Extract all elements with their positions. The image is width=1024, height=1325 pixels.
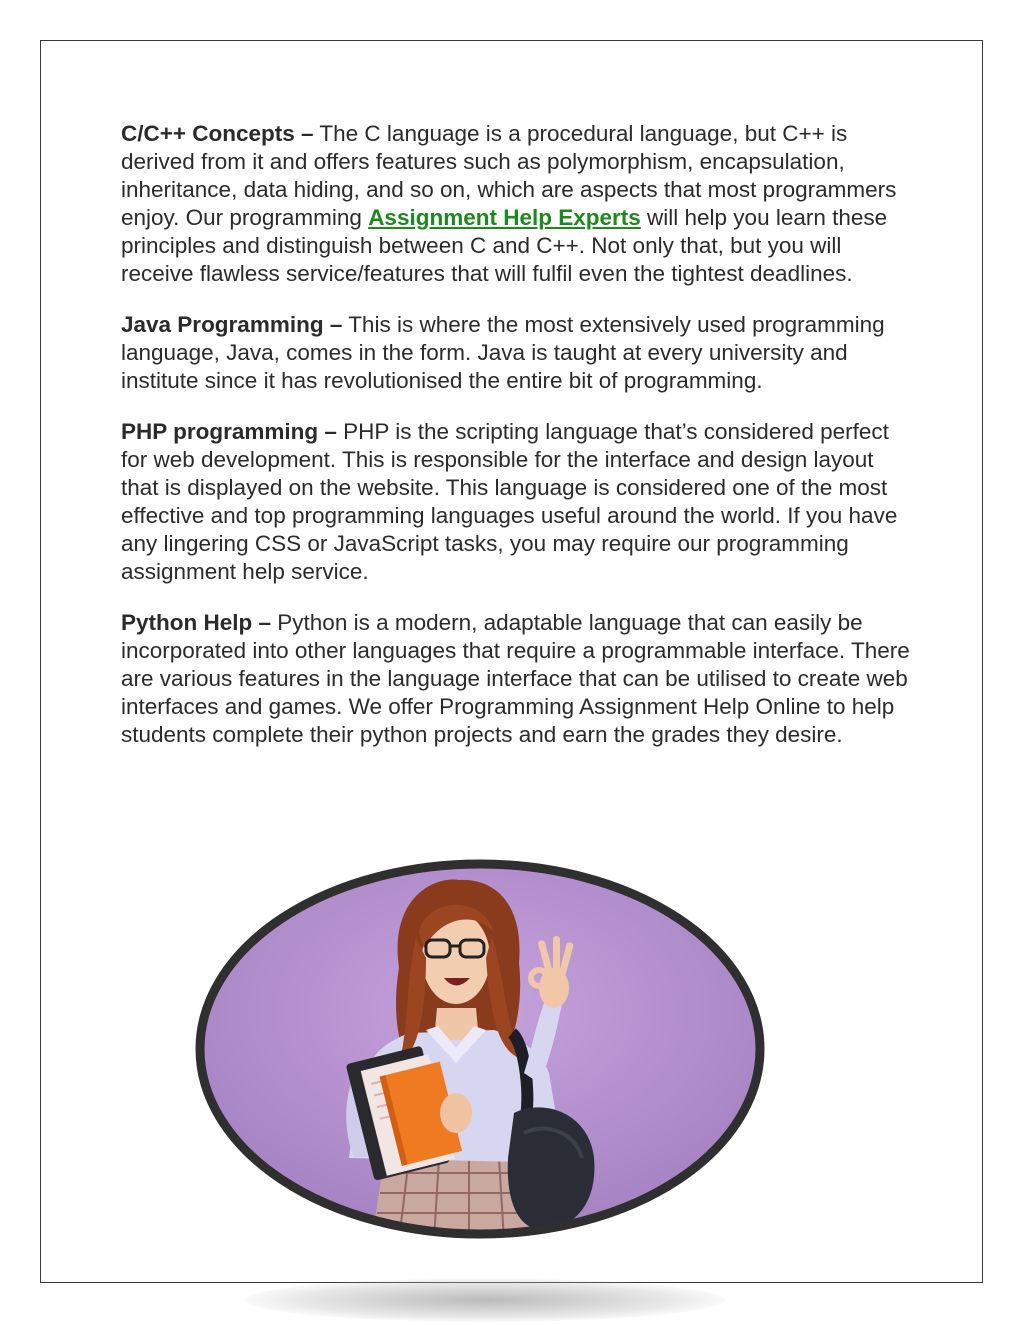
- heading-java: Java Programming –: [121, 312, 343, 337]
- student-photo-illustration: [194, 858, 766, 1240]
- text-c-cpp-before: The C language is a procedural language, but C++ is derived from it and offers features such as polymorphism, encapsulation, inheritance, data hiding, and so on, which are aspects that most programmers enjoy. Our programming: [121, 121, 897, 230]
- heading-python: Python Help –: [121, 610, 272, 635]
- heading-c-cpp: C/C++ Concepts –: [121, 121, 314, 146]
- paragraph-php: [121, 418, 911, 586]
- text-python: Python is a modern, adaptable language that can easily be incorporated into other languages that require a programmable interface. There are various features in the language interface that can be utilised to create web interfaces and games. We offer Programming Assignment Help Online to help students complete their python projects and earn the grades they desire.: [121, 610, 910, 747]
- student-photo: [194, 858, 766, 1240]
- paragraph-java: [121, 311, 911, 395]
- heading-php: PHP programming –: [121, 419, 337, 444]
- article-body: [121, 120, 911, 772]
- paragraph-c-cpp: [121, 120, 911, 288]
- assignment-help-experts-link[interactable]: Assignment Help Experts: [368, 205, 641, 230]
- text-java: This is where the most extensively used programming language, Java, comes in the form. Java is taught at every university and institute since it has revolutionised the entire bit of programming.: [121, 312, 885, 393]
- text-c-cpp-after: will help you learn these principles and distinguish between C and C++. Not only that, but you will receive flawless service/features that will fulfil even the tightest deadlines.: [121, 205, 888, 286]
- paragraph-python: [121, 609, 911, 749]
- text-php: PHP is the scripting language that’s considered perfect for web development. This is responsible for the interface and design layout that is displayed on the website. This language is considered one of the most effective and top programming languages useful around the world. If you have any lingering CSS or JavaScript tasks, you may require our programming assignment help service.: [121, 419, 898, 584]
- photo-shadow: [245, 1278, 725, 1322]
